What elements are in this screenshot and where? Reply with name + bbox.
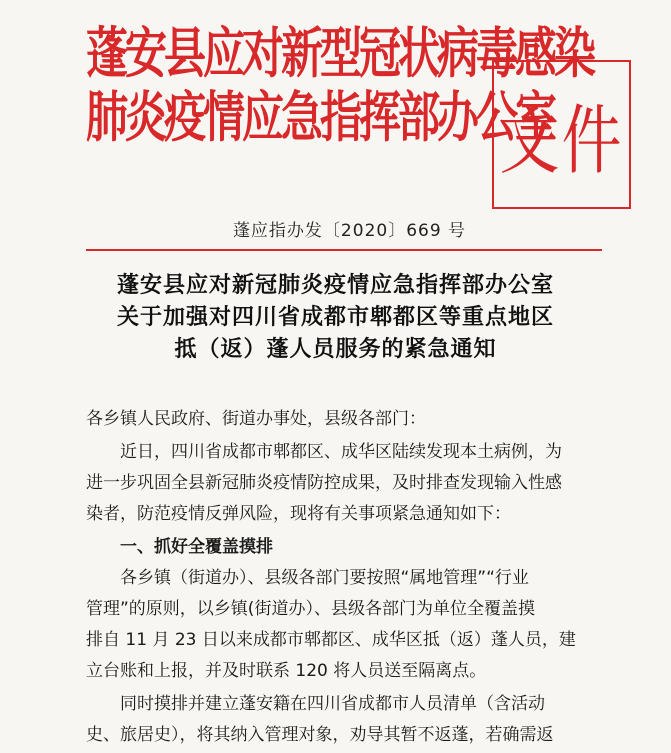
notice-title xyxy=(0,270,671,366)
intro-line-2: 进一步巩固全县新冠肺炎疫情防控成果，及时排查发现输入性感 xyxy=(86,473,562,493)
intro-paragraph xyxy=(86,437,606,530)
section-1-p1-line-4: 立台账和上报，并及时联系 120 将人员送至隔离点。 xyxy=(86,661,487,681)
document-number: 蓬应指办发〔2020〕669 号 xyxy=(232,221,467,241)
issuing-office-line-1: 蓬安县应对新型冠状病毒感染 xyxy=(86,21,594,86)
issuing-office-line-2: 肺炎疫情应急指挥部办公室 xyxy=(86,85,555,150)
file-mark: 文件 xyxy=(499,97,624,185)
section-1-p1-line-1: 各乡镇（街道办）、县级各部门要按照“属地管理”“行业 xyxy=(120,568,529,588)
salutation: 各乡镇人民政府、街道办事处，县级各部门： xyxy=(86,409,426,429)
section-1-p2-line-1: 同时摸排并建立蓬安籍在四川省成都市人员清单（含活动 xyxy=(120,694,545,714)
intro-line-3: 染者，防范疫情反弹风险，现将有关事项紧急通知如下： xyxy=(86,504,511,524)
intro-line-1: 近日，四川省成都市郫都区、成华区陆续发现本土病例，为 xyxy=(120,442,562,462)
section-1-heading: 一、抓好全覆盖摸排 xyxy=(120,537,273,557)
section-1-p1-line-3: 排自 11 月 23 日以来成都市郫都区、成华区抵（返）蓬人员，建 xyxy=(86,630,576,650)
notice-title-line-3: 抵（返）蓬人员服务的紧急通知 xyxy=(174,337,497,362)
section-1-p1-line-2: 管理”的原则，以乡镇(街道办）、县级各部门为单位全覆盖摸 xyxy=(86,599,535,619)
notice-title-line-1: 蓬安县应对新冠肺炎疫情应急指挥部办公室 xyxy=(116,273,554,298)
section-1-paragraph-1 xyxy=(86,563,606,687)
file-mark-box xyxy=(492,60,631,209)
notice-title-line-2: 关于加强对四川省成都市郫都区等重点地区 xyxy=(116,305,554,330)
section-1-p2-line-2: 史、旅居史），将其纳入管理对象，劝导其暂不返蓬，若确需返 xyxy=(86,725,554,745)
notice-body xyxy=(86,404,606,753)
section-1-paragraph-2 xyxy=(86,689,606,751)
issuing-office-title xyxy=(86,21,594,150)
red-divider-line xyxy=(86,249,602,251)
